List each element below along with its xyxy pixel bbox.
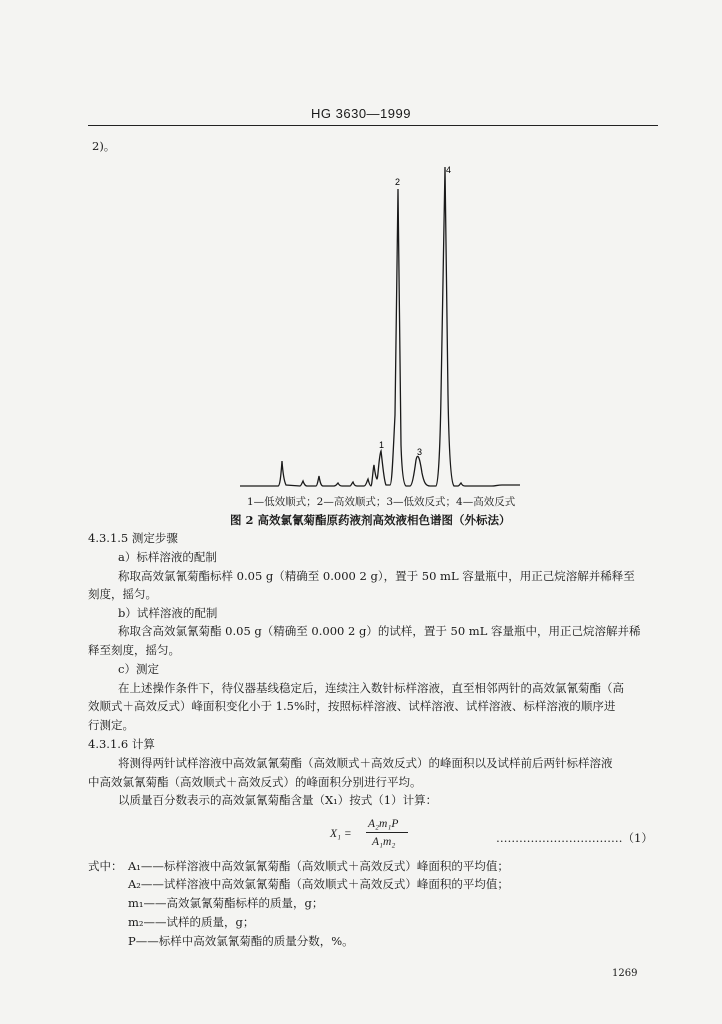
- step-b-line1: 称取含高效氯氰菊酯 0.05 g（精确至 0.000 2 g）的试样，置于 50 mL 容量瓶中，用正己烷溶解并稀: [118, 624, 641, 638]
- step-a-line1: 称取高效氯氰菊酯标样 0.05 g（精确至 0.000 2 g），置于 50 mL 容量瓶中，用正己烷溶解并稀释至: [118, 569, 635, 583]
- step-c-title: c）测定: [118, 662, 159, 676]
- formula-number: ……………………………（1）: [496, 831, 653, 845]
- step-b-line2: 释至刻度，摇匀。: [88, 643, 180, 657]
- step-a-title: a）标样溶液的配制: [118, 550, 217, 564]
- page-number: 1269: [612, 968, 638, 979]
- formula-numerator: A₂m₁P: [368, 818, 399, 830]
- figure-caption: 图 2 高效氯氰菊酯原药液剂高效液相色谱图（外标法）: [230, 513, 511, 527]
- step-a-line2: 刻度，摇匀。: [88, 587, 157, 601]
- chromatogram-legend: 1—低效顺式；2—高效顺式；3—低效反式；4—高效反式: [247, 496, 516, 508]
- calc-para-line1: 将测得两针试样溶液中高效氯氰菊酯（高效顺式＋高效反式）的峰面积以及试样前后两针标样溶液: [118, 756, 613, 770]
- peak-label-4: 4: [446, 165, 452, 175]
- calc-para-line2: 中高效氯氰菊酯（高效顺式＋高效反式）的峰面积分别进行平均。: [88, 775, 422, 789]
- step-c-line1: 在上述操作条件下，待仪器基线稳定后，连续注入数针标样溶液，直至相邻两针的高效氯氰菊酯（高: [118, 681, 624, 695]
- section-4315-heading: 4.3.1.5 测定步骤: [88, 531, 178, 545]
- formula-fraction-bar: [366, 832, 408, 833]
- def-a1: A₁——标样溶液中高效氯氰菊酯（高效顺式＋高效反式）峰面积的平均值；: [128, 859, 509, 873]
- header-rule: [88, 125, 658, 126]
- calc-para-2: 以质量百分数表示的高效氯氰菊酯含量（X₁）按式（1）计算：: [118, 793, 438, 807]
- formula-denominator: A₁m₂: [372, 836, 396, 848]
- step-c-line2: 效顺式＋高效反式）峰面积变化小于 1.5%时，按照标样溶液、试样溶液、试样溶液、标样溶液的顺序进: [88, 699, 616, 713]
- def-a2: A₂——试样溶液中高效氯氰菊酯（高效顺式＋高效反式）峰面积的平均值；: [128, 877, 509, 891]
- chromatogram-trace: [240, 167, 520, 486]
- def-m1: m₁——高效氯氰菊酯标样的质量，g；: [128, 896, 324, 910]
- chromatogram-plot: [230, 155, 530, 495]
- standard-number: HG 3630—1999: [311, 106, 411, 121]
- def-m2: m₂——试样的质量，g；: [128, 915, 255, 929]
- def-p: P——标样中高效氯氰菊酯的质量分数，%。: [128, 934, 354, 948]
- where-label: 式中：: [88, 859, 123, 873]
- intro-fragment: 2)。: [92, 139, 116, 153]
- peak-label-2: 2: [395, 177, 401, 187]
- peak-label-1: 1: [379, 440, 385, 450]
- peak-label-3: 3: [417, 447, 423, 457]
- section-4316-heading: 4.3.1.6 计算: [88, 737, 155, 751]
- step-c-line3: 行测定。: [88, 718, 134, 732]
- formula-lhs: X₁ =: [330, 828, 352, 840]
- step-b-title: b）试样溶液的配制: [118, 606, 218, 620]
